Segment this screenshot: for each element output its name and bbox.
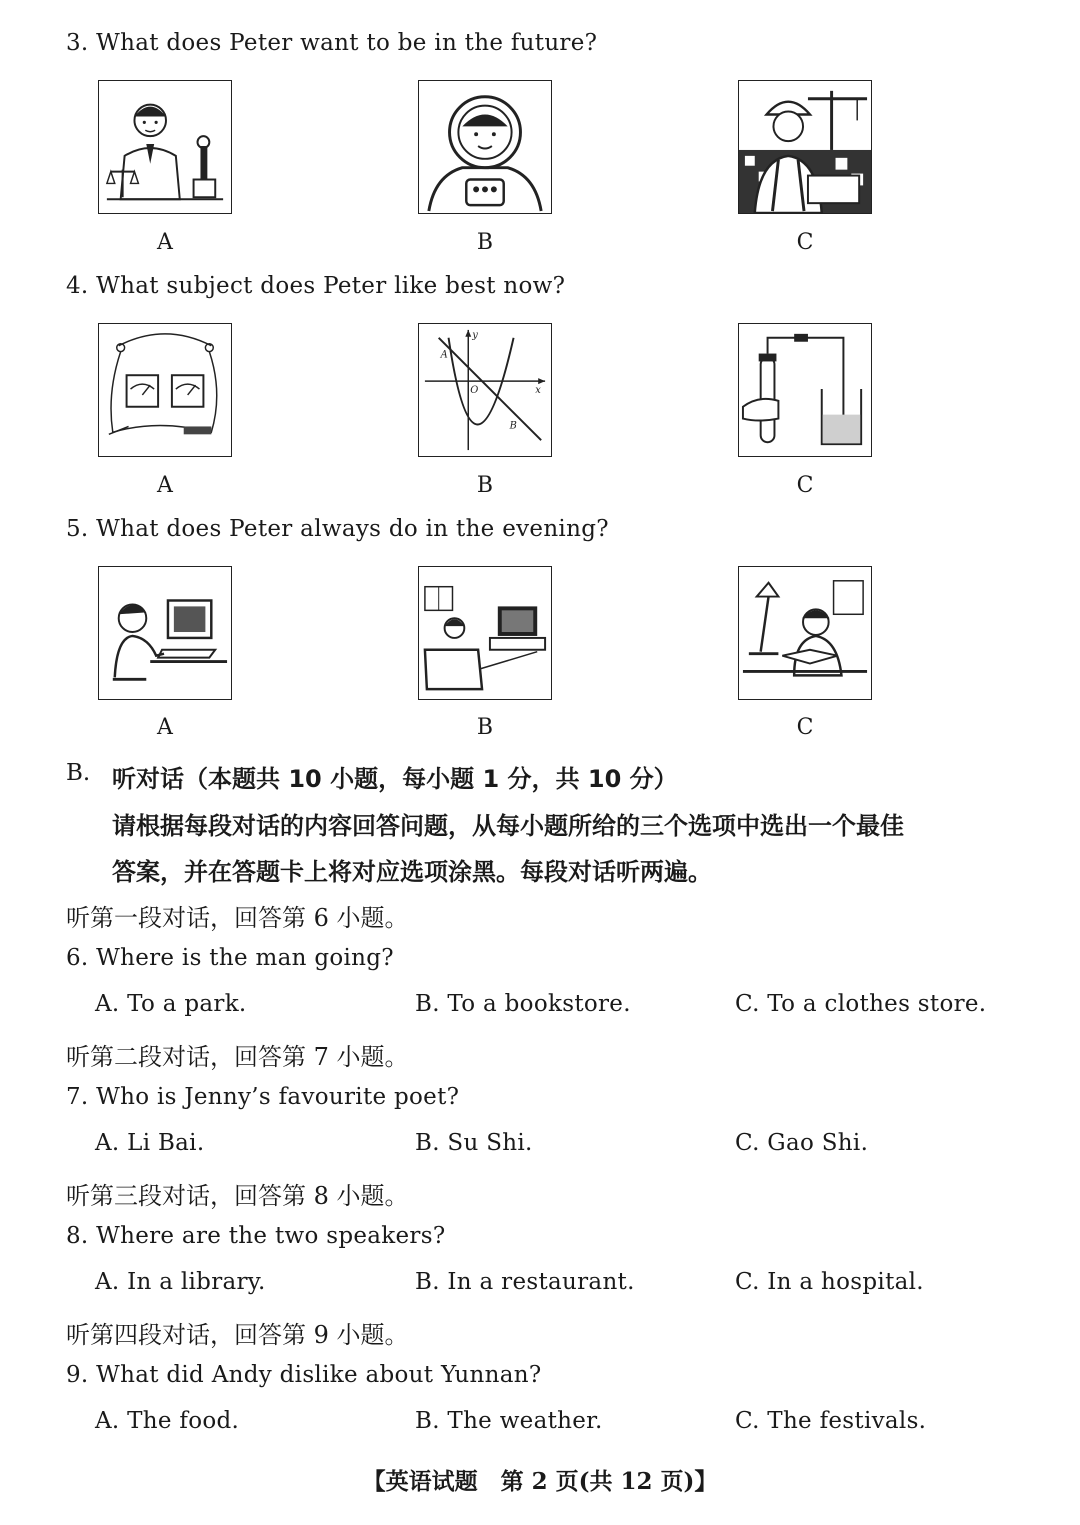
- section-b-label: B.: [66, 760, 91, 786]
- option-8a[interactable]: A. In a library.: [95, 1269, 266, 1295]
- option-3b-image[interactable]: [418, 80, 552, 214]
- section-b-instruction-line1: 请根据每段对话的内容回答问题，从每小题所给的三个选项中选出一个最佳: [112, 812, 904, 840]
- option-7b[interactable]: B. Su Shi.: [415, 1130, 533, 1156]
- math-graph-icon: [419, 324, 551, 456]
- dialogue-2-intro: 听第二段对话，回答第 7 小题。: [66, 1043, 409, 1071]
- question-7: 7. Who is Jenny’s favourite poet?: [66, 1084, 460, 1110]
- svg-text:y: y: [472, 329, 478, 341]
- question-5: 5. What does Peter always do in the evening?: [66, 516, 609, 542]
- svg-text:A: A: [440, 349, 448, 361]
- question-9: 9. What did Andy dislike about Yunnan?: [66, 1362, 542, 1388]
- option-8c[interactable]: C. In a hospital.: [735, 1269, 924, 1295]
- page-footer: 【英语试题 第 2 页(共 12 页)】: [362, 1468, 718, 1495]
- dialogue-3-intro: 听第三段对话，回答第 8 小题。: [66, 1182, 409, 1210]
- physics-circuit-icon: [99, 324, 231, 456]
- option-5a-image[interactable]: [98, 566, 232, 700]
- dialogue-1-intro: 听第一段对话，回答第 6 小题。: [66, 904, 409, 932]
- option-6c[interactable]: C. To a clothes store.: [735, 991, 987, 1017]
- dialogue-4-intro: 听第四段对话，回答第 9 小题。: [66, 1321, 409, 1349]
- option-4c-label: C: [796, 473, 814, 498]
- option-7a[interactable]: A. Li Bai.: [95, 1130, 205, 1156]
- option-4a-label: A: [157, 473, 173, 498]
- option-4a-image[interactable]: [98, 323, 232, 457]
- astronaut-icon: [419, 81, 551, 213]
- boy-computer-icon: [99, 567, 231, 699]
- option-6b[interactable]: B. To a bookstore.: [415, 991, 631, 1017]
- section-b-title: 听对话（本题共 10 小题，每小题 1 分，共 10 分）: [112, 765, 678, 793]
- option-7c[interactable]: C. Gao Shi.: [735, 1130, 869, 1156]
- option-9c[interactable]: C. The festivals.: [735, 1408, 927, 1434]
- option-9b[interactable]: B. The weather.: [415, 1408, 603, 1434]
- option-5c-image[interactable]: [738, 566, 872, 700]
- option-5b-image[interactable]: [418, 566, 552, 700]
- section-b-instruction-line2: 答案，并在答题卡上将对应选项涂黑。每段对话听两遍。: [112, 858, 712, 886]
- question-8: 8. Where are the two speakers?: [66, 1223, 446, 1249]
- option-4b-image[interactable]: [418, 323, 552, 457]
- option-9a[interactable]: A. The food.: [95, 1408, 240, 1434]
- option-3a-label: A: [157, 230, 173, 255]
- option-5a-label: A: [157, 715, 173, 740]
- boy-reading-icon: [739, 567, 871, 699]
- option-3c-image[interactable]: [738, 80, 872, 214]
- option-4b-label: B: [476, 473, 494, 498]
- question-6: 6. Where is the man going?: [66, 945, 394, 971]
- option-3c-label: C: [796, 230, 814, 255]
- option-3a-image[interactable]: [98, 80, 232, 214]
- svg-text:B: B: [509, 420, 517, 432]
- engineer-icon: [739, 81, 871, 213]
- option-5c-label: C: [796, 715, 814, 740]
- boy-tv-icon: [419, 567, 551, 699]
- option-6a[interactable]: A. To a park.: [95, 991, 247, 1017]
- option-5b-label: B: [476, 715, 494, 740]
- svg-text:O: O: [470, 384, 479, 396]
- scientist-icon: [99, 81, 231, 213]
- question-3: 3. What does Peter want to be in the future?: [66, 30, 598, 56]
- option-3b-label: B: [476, 230, 494, 255]
- option-4c-image[interactable]: [738, 323, 872, 457]
- svg-text:x: x: [535, 384, 541, 396]
- question-4: 4. What subject does Peter like best now?: [66, 273, 566, 299]
- chemistry-apparatus-icon: [739, 324, 871, 456]
- option-8b[interactable]: B. In a restaurant.: [415, 1269, 635, 1295]
